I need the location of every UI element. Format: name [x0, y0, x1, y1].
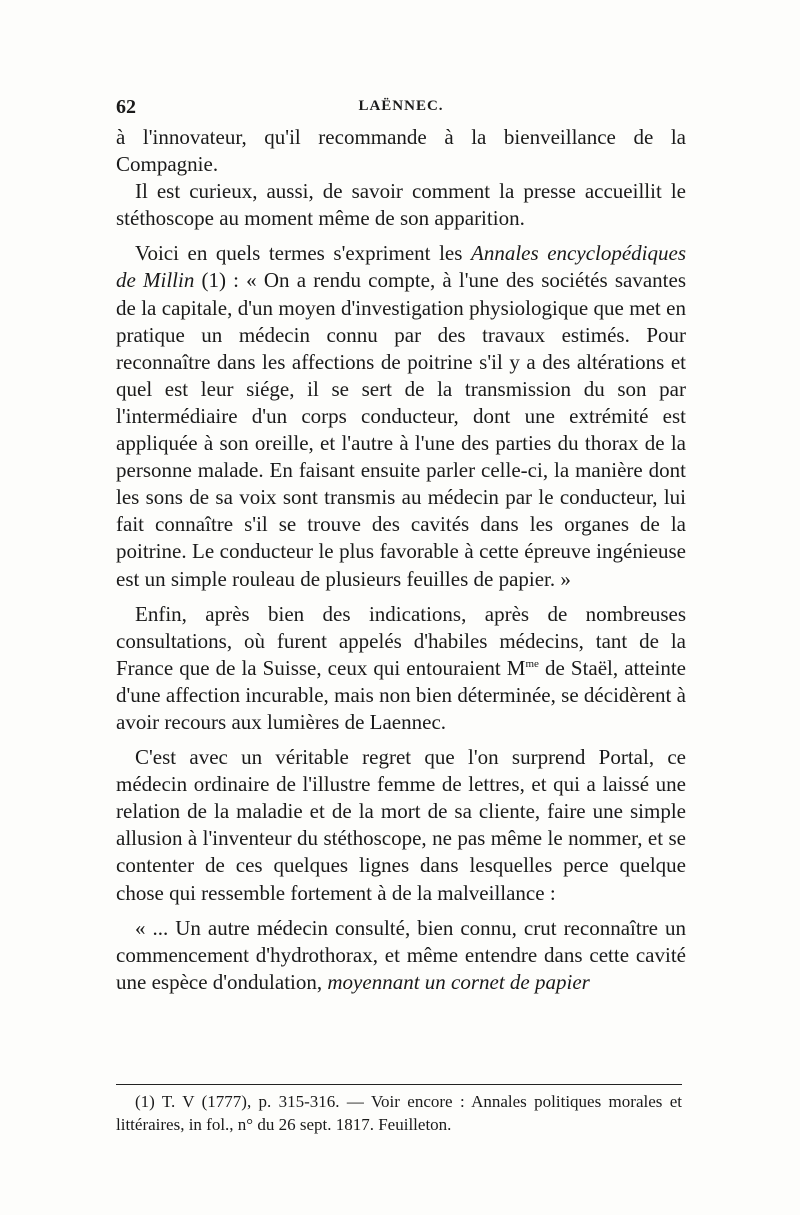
title-abbrev-sup: me [525, 657, 539, 670]
paragraph-6-italic: moyennant un cornet de papier [327, 969, 590, 994]
running-title: LAËNNEC. [358, 98, 444, 114]
paragraph-1: à l'innovateur, qu'il recommande à la bienveillance de la Compagnie. [116, 125, 686, 177]
paragraph-6 [116, 915, 686, 996]
paragraph-2: Il est curieux, aussi, de savoir comment la presse accueillit le stéthoscope au moment même de son apparition. [116, 179, 686, 231]
footnotes [116, 1090, 682, 1136]
paragraph-3 [116, 240, 686, 592]
footnote-rule [116, 1084, 682, 1085]
paragraph-4 [116, 601, 686, 736]
page-header [116, 96, 686, 126]
body-text [116, 124, 686, 996]
paragraph-6-lead: « ... Un autre médecin consulté, bien connu, crut reconnaître un commencement d'hydrothorax, et même entendre dans cette cavité une espèce d'ondulation, [116, 915, 686, 994]
page-number: 62 [116, 96, 136, 118]
paragraph-3-lead: Voici en quels termes s'expriment les [135, 241, 471, 266]
footnote-1: (1) T. V (1777), p. 315-316. — Voir encore : Annales politiques morales et littéraires, in fol., n° du 26 sept. 1817. Feuilleton. [116, 1092, 682, 1134]
journal-title: Annales encyclopédiques de Millin [116, 241, 687, 293]
paragraph-3-quote: (1) : « On a rendu compte, à l'une des sociétés savantes de la capitale, d'un moyen d'investigation physiologique que met en pratique un médecin connu par des travaux estimés. Pour reconnaître dans les affections de poitrine s'il y a des altérations et quel est leur siége, il se sert de la transmission du son par l'intermédiaire d'un corps conducteur, dont une extrémité est appliquée à son oreille, et l'autre à l'une des parties du thorax de la personne malade. En faisant ensuite parler celle-ci, la manière dont les sons de sa voix sont transmis au médecin par le conducteur, lui fait connaître s'il se trouve des cavités dans les organes de la poitrine. Le conducteur le plus favorable à cette épreuve ingénieuse est un simple rouleau de plusieurs feuilles de papier. » [116, 268, 686, 591]
paragraph-4-rest: de Staël, atteinte d'une affection incurable, mais non bien déterminée, se décidèrent à avoir recours aux lumières de Laennec. [116, 655, 686, 734]
paragraph-5: C'est avec un véritable regret que l'on surprend Portal, ce médecin ordinaire de l'illustre femme de lettres, et qui a laissé une relation de la maladie et de la mort de sa cliente, faire une simple allusion à l'inventeur du stéthoscope, ne pas même le nommer, et se contenter de ces quelques lignes dans lesquelles perce quelque chose qui ressemble fortement à de la malveillance : [116, 745, 686, 905]
paragraph-4-lead: Enfin, après bien des indications, après de nombreuses consultations, où furent appelés d'habiles médecins, tant de la France que de la Suisse, ceux qui entouraient M [116, 601, 686, 680]
